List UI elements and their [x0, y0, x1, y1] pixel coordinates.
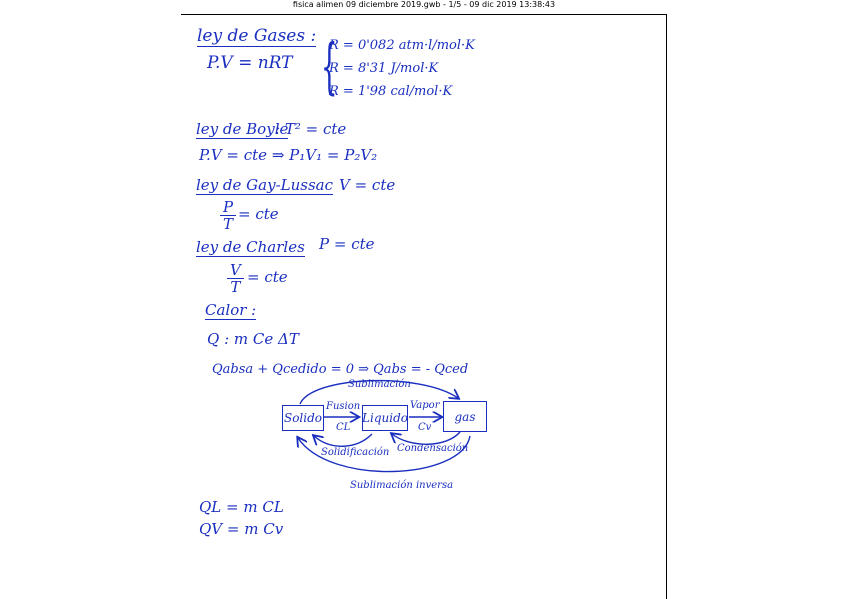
gay-lussac-result: = cte — [238, 205, 279, 223]
charles-denominator: T — [230, 278, 241, 296]
fusion-label: Fusion — [326, 401, 361, 412]
charles-title: ley de Charles — [196, 238, 305, 256]
gay-lussac-numerator: P — [220, 199, 236, 216]
charles-numerator: V — [227, 262, 244, 279]
boyle-title: ley de Boyle — [196, 120, 289, 138]
cv-label: Cv — [418, 422, 432, 433]
gay-lussac-condition: V = cte — [339, 176, 396, 194]
latent-heat-fusion: QL = m CL — [199, 498, 284, 516]
calor-equation: Q : m Ce ΔT — [207, 330, 299, 348]
document-header: fisica alimen 09 diciembre 2019.gwb - 1/5 - 09 dic 2019 13:38:43 — [292, 0, 556, 9]
liquid-state-box: Liquido — [362, 405, 408, 431]
cl-label: CL — [336, 422, 351, 433]
vapor-label: Vapor — [410, 400, 440, 411]
solid-state-box: Solido — [282, 405, 324, 431]
gas-state-box: gas — [443, 401, 487, 432]
gay-lussac-title: ley de Gay-Lussac — [196, 176, 333, 194]
charles-condition: P = cte — [319, 235, 375, 253]
gas-constant-3: R = 1'98 cal/mol·K — [329, 84, 453, 99]
gas-constant-2: R = 8'31 J/mol·K — [329, 61, 439, 76]
gases-brace: { — [321, 33, 338, 103]
gay-lussac-denominator: T — [223, 215, 234, 233]
gases-title: ley de Gases : — [197, 26, 317, 46]
calor-title: Calor : — [205, 301, 257, 319]
inverse-sublimation-label: Sublimación inversa — [350, 480, 454, 491]
gas-constant-1: R = 0'082 atm·l/mol·K — [329, 38, 475, 53]
gases-equation: P.V = nRT — [207, 53, 293, 73]
charles-result: = cte — [247, 268, 288, 286]
sublimation-label: Sublimación — [348, 379, 411, 390]
solidification-label: Solidificación — [321, 447, 390, 458]
calor-balance: Qabsa + Qcedido = 0 ⇒ Qabs = - Qced — [212, 362, 469, 377]
boyle-equation: P.V = cte ⇒ P₁V₁ = P₂V₂ — [199, 146, 378, 164]
latent-heat-vaporization: QV = m Cv — [199, 520, 284, 538]
condensation-label: Condensación — [397, 443, 469, 454]
boyle-condition: : T² = cte — [275, 120, 347, 138]
solidification-arrow — [314, 434, 372, 446]
